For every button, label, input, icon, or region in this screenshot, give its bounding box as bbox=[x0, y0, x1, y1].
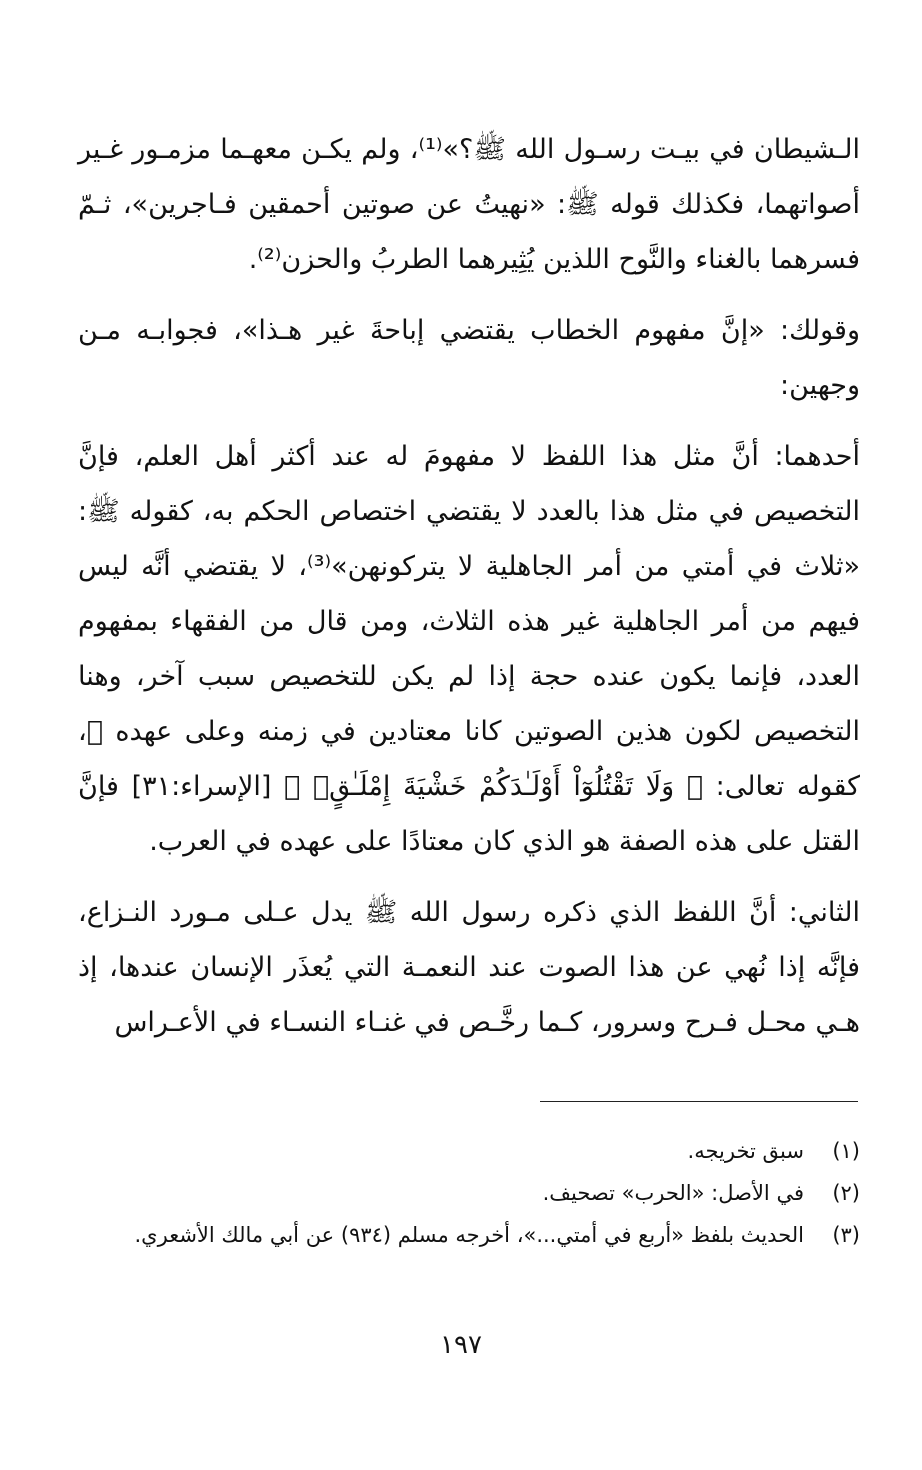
footnotes bbox=[78, 1130, 860, 1256]
paragraph-3: أحدهما: أنَّ مثل هذا اللفظ لا مفهومَ له عند أكثر أهل العلم، فإنَّ التخصيص في مثل هذا بالعدد لا يقتضي اختصاص الحكم به، كقوله ﷺ: «ثلاث في أمتي من أمر الجاهلية لا يتركونهن»⁽³⁾، لا يقتضي أنَّه ليس فيهم من أمر الجاهلية غير هذه الثلاث، ومن قال من الفقهاء بمفهوم العدد، فإنما يكون عنده حجة إذا لم يكن للتخصيص سبب آخر، وهنا التخصيص لكون هذين الصوتين كانا معتادين في زمنه وعلى عهده ﷺ، كقوله تعالى: ﴿ وَلَا تَقْتُلُوٓاْ أَوْلَـٰدَكُمْ خَشْيَةَ إِمْلَـٰقٍۢ ﴾ [الإسراء:٣١] فإنَّ القتل على هذه الصفة هو الذي كان معتادًا على عهده في العرب. bbox=[78, 441, 861, 857]
footnote-text: سبق تخريجه. bbox=[687, 1139, 804, 1163]
footnote-2 bbox=[78, 1172, 860, 1214]
footnote-number: (٣) bbox=[832, 1223, 860, 1247]
main-text bbox=[78, 122, 860, 1050]
footnote-number: (١) bbox=[832, 1139, 860, 1163]
footnote-3 bbox=[78, 1214, 860, 1256]
footnote-text: الحديث بلفظ «أربع في أمتي...»، أخرجه مسلم (٩٣٤) عن أبي مالك الأشعري. bbox=[134, 1223, 804, 1247]
paragraph-1: الـشيطان في بيـت رسـول الله ﷺ؟»⁽¹⁾، ولم يكـن معهـما مزمـور غـير أصواتهما، فكذلك قوله ﷺ: «نهيتُ عن صوتين أحمقين فـاجرين»، ثـمّ فسرهما بالغناء والنَّوح اللذين يُثِيرهما الطربُ والحزن⁽²⁾. bbox=[78, 134, 860, 275]
paragraph-4: الثاني: أنَّ اللفظ الذي ذكره رسول الله ﷺ يدل عـلى مـورد النـزاع، فإنَّه إذا نُهي عن هذا الصوت عند النعمـة التي يُعذَر الإنسان عندها، إذ هـي محـل فـرح وسرور، كـما رخَّـص في غنـاء النسـاء في الأعـراس bbox=[78, 897, 860, 1038]
paragraph-2: وقولك: «إنَّ مفهوم الخطاب يقتضي إباحةَ غير هـذا»، فجوابـه مـن وجهين: bbox=[78, 315, 860, 401]
footnote-text: في الأصل: «الحرب» تصحيف. bbox=[542, 1181, 804, 1205]
footnote-divider bbox=[540, 1101, 858, 1102]
page-number: ١٩٧ bbox=[440, 1330, 482, 1360]
footnote-number: (٢) bbox=[832, 1181, 860, 1205]
footnote-1 bbox=[78, 1130, 860, 1172]
